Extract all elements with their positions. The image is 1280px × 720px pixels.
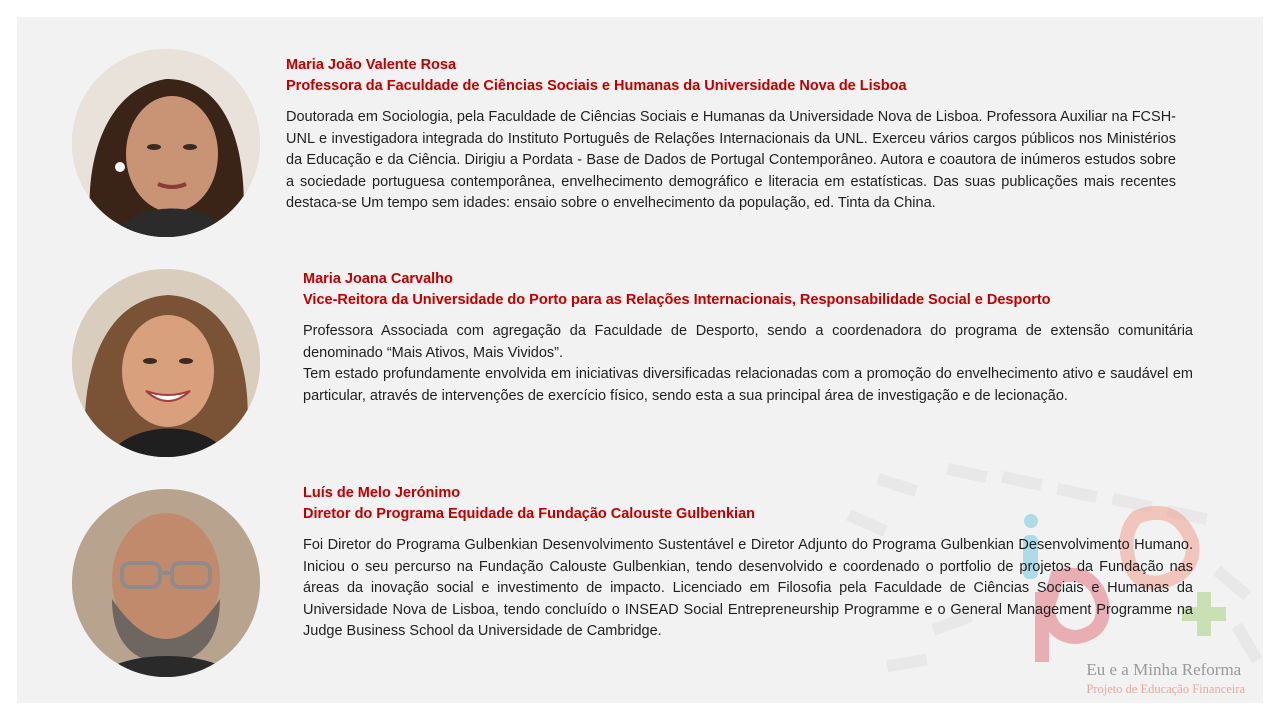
person-role: Professora da Faculdade de Ciências Sociais e Humanas da Universidade Nova de Lisboa	[286, 78, 907, 94]
bio-paragraph: Professora Associada com agregação da Faculdade de Desporto, sendo a coordenadora do programa de extensão comunitária denominado “Mais Ativos, Mais Vividos”.	[303, 323, 1193, 361]
portrait-image	[72, 489, 260, 677]
person-role: Diretor do Programa Equidade da Fundação Calouste Gulbenkian	[303, 506, 755, 522]
photo-luis-de-melo-jeronimo	[72, 489, 260, 677]
person-name: Maria João Valente Rosa	[286, 57, 457, 73]
bio-paragraph: Tem estado profundamente envolvida em iniciativas diversificadas relacionadas com a promoção do envelhecimento ativo e saudável em particular, através de intervenções de exercício físico, sendo esta a sua principal área de investigação e de lecionação.	[303, 366, 1193, 404]
portrait-image	[72, 269, 260, 457]
portrait-image	[72, 49, 260, 237]
brand-logo	[1086, 659, 1245, 697]
bio-block	[303, 483, 1193, 643]
bio-block	[303, 269, 1193, 407]
person-bio	[286, 107, 1176, 215]
bio-paragraph: Foi Diretor do Programa Gulbenkian Desenvolvimento Sustentável e Diretor Adjunto do Programa Gulbenkian Desenvolvimento Humano. Iniciou o seu percurso na Fundação Calouste Gulbenkian, tendo desenvolvido e coordenado o portfolio de projetos da Fundação nas áreas da inovação social e investimento de impacto. Licenciado em Filosofia pela Faculdade de Ciências Sociais e Humanas da Universidade Nova de Lisboa, tendo concluído o INSEAD Social Entrepreneurship Programme e o General Management Programme na Judge Business School da Universidade de Cambridge.	[303, 537, 1193, 639]
brand-subtitle: Projeto de Educação Financeira	[1086, 682, 1245, 696]
bio-paragraph: Doutorada em Sociologia, pela Faculdade de Ciências Sociais e Humanas da Universidade Nova de Lisboa. Professora Auxiliar na FCSH-UNL e investigadora integrada do Instituto Português de Relações Internacionais da UNL. Exerceu vários cargos públicos nos Ministérios da Educação e da Ciência. Dirigiu a Pordata - Base de Dados de Portugal Contemporâneo. Autora e coautora de inúmeros estudos sobre a sociedade portuguesa contemporânea, envelhecimento demográfico e literacia em estatísticas. Das suas publicações mais recentes destaca-se Um tempo sem idades: ensaio sobre o envelhecimento da população, ed. Tinta da China.	[286, 109, 1176, 211]
slide-panel	[17, 17, 1263, 703]
person-bio	[303, 535, 1193, 643]
person-name: Luís de Melo Jerónimo	[303, 485, 461, 501]
person-name: Maria Joana Carvalho	[303, 271, 453, 287]
brand-title: Eu e a Minha Reforma	[1086, 660, 1242, 679]
person-role: Vice-Reitora da Universidade do Porto para as Relações Internacionais, Responsabilidade Social e Desporto	[303, 292, 1051, 308]
photo-maria-joao-valente-rosa	[72, 49, 260, 237]
photo-maria-joana-carvalho	[72, 269, 260, 457]
bio-block	[286, 55, 1176, 215]
person-bio	[303, 321, 1193, 407]
